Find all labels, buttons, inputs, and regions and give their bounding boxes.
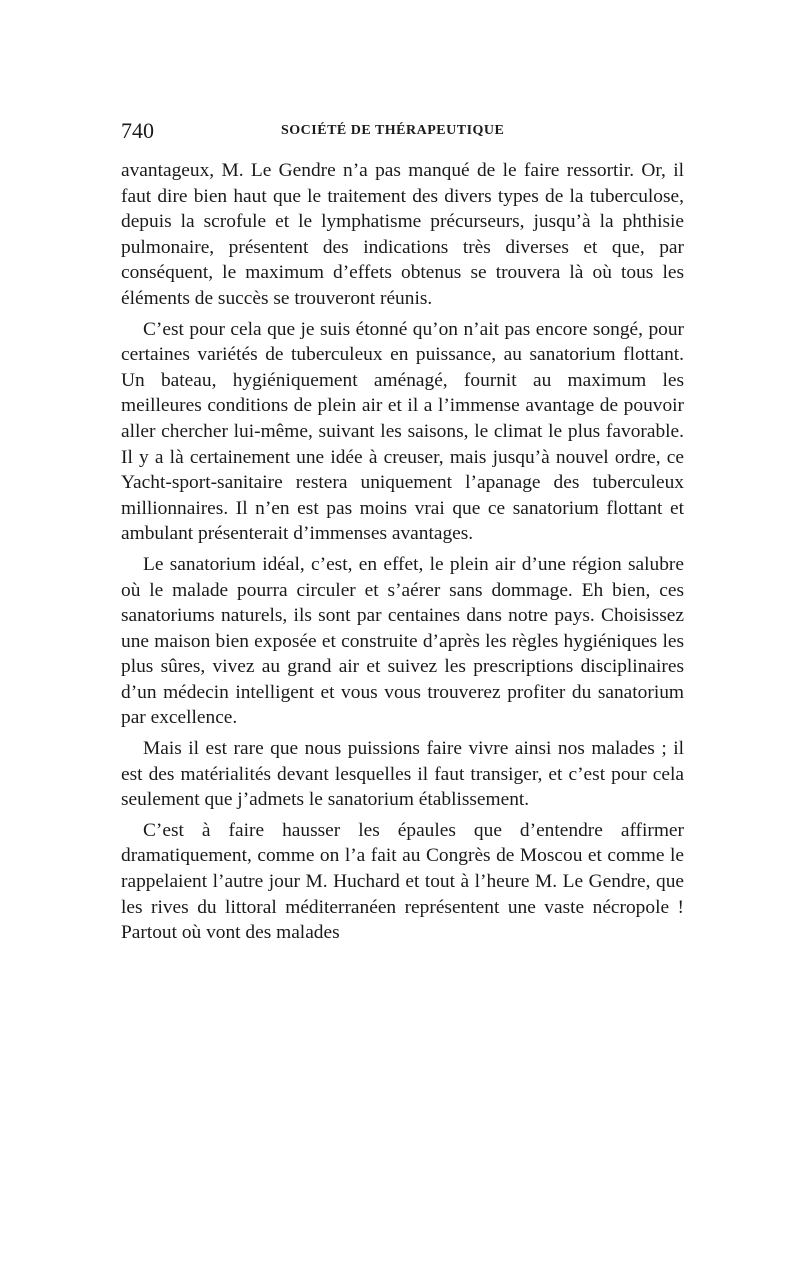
paragraph: Mais il est rare que nous puissions faire vivre ainsi nos malades ; il est des matérialités devant lesquelles il faut transiger, et c’est pour cela seulement que j’admets le sanatorium établissement. (121, 738, 684, 811)
page-number: 740 (121, 118, 154, 143)
paragraph: C’est pour cela que je suis étonné qu’on n’ait pas encore songé, pour certaines variétés de tuberculeux en puissance, au sanatorium flottant. Un bateau, hygiéniquement aménagé, fournit au maximum les meilleures conditions de plein air et il a l’immense avantage de pouvoir aller chercher lui-même, suivant les saisons, le climat le plus favorable. Il y a là certainement une idée à creuser, mais jusqu’à nouvel ordre, ce Yacht-sport-sanitaire restera uniquement l’apanage des tuberculeux millionnaires. Il n’en est pas moins vrai que ce sanatorium flottant et ambulant présenterait d’immenses avantages. (121, 318, 684, 545)
running-title: SOCIÉTÉ DE THÉRAPEUTIQUE (281, 123, 505, 138)
page-header (121, 118, 684, 148)
body-text (121, 158, 684, 946)
book-page (121, 118, 684, 946)
paragraph: Le sanatorium idéal, c’est, en effet, le plein air d’une région salubre où le malade pourra circuler et s’aérer sans dommage. Eh bien, ces sanatoriums naturels, ils sont par centaines dans notre pays. Choisissez une maison bien exposée et construite d’après les règles hygiéniques les plus sûres, vivez au grand air et suivez les prescriptions disciplinaires d’un médecin intelligent et vous vous trouverez profiter du sanatorium par excellence. (121, 553, 684, 729)
paragraph: avantageux, M. Le Gendre n’a pas manqué de le faire ressortir. Or, il faut dire bien haut que le traitement des divers types de la tuberculose, depuis la scrofule et le lymphatisme précurseurs, jusqu’à la phthisie pulmonaire, présentent des indications très diverses et que, par conséquent, le maximum d’effets obtenus se trouvera là où tous les éléments de succès se trouveront réunis. (121, 160, 684, 309)
paragraph: C’est à faire hausser les épaules que d’entendre affirmer dramatiquement, comme on l’a fait au Congrès de Moscou et comme le rappelaient l’autre jour M. Huchard et tout à l’heure M. Le Gendre, que les rives du littoral méditerranéen représentent une vaste nécropole ! Partout où vont des malades (121, 819, 684, 944)
